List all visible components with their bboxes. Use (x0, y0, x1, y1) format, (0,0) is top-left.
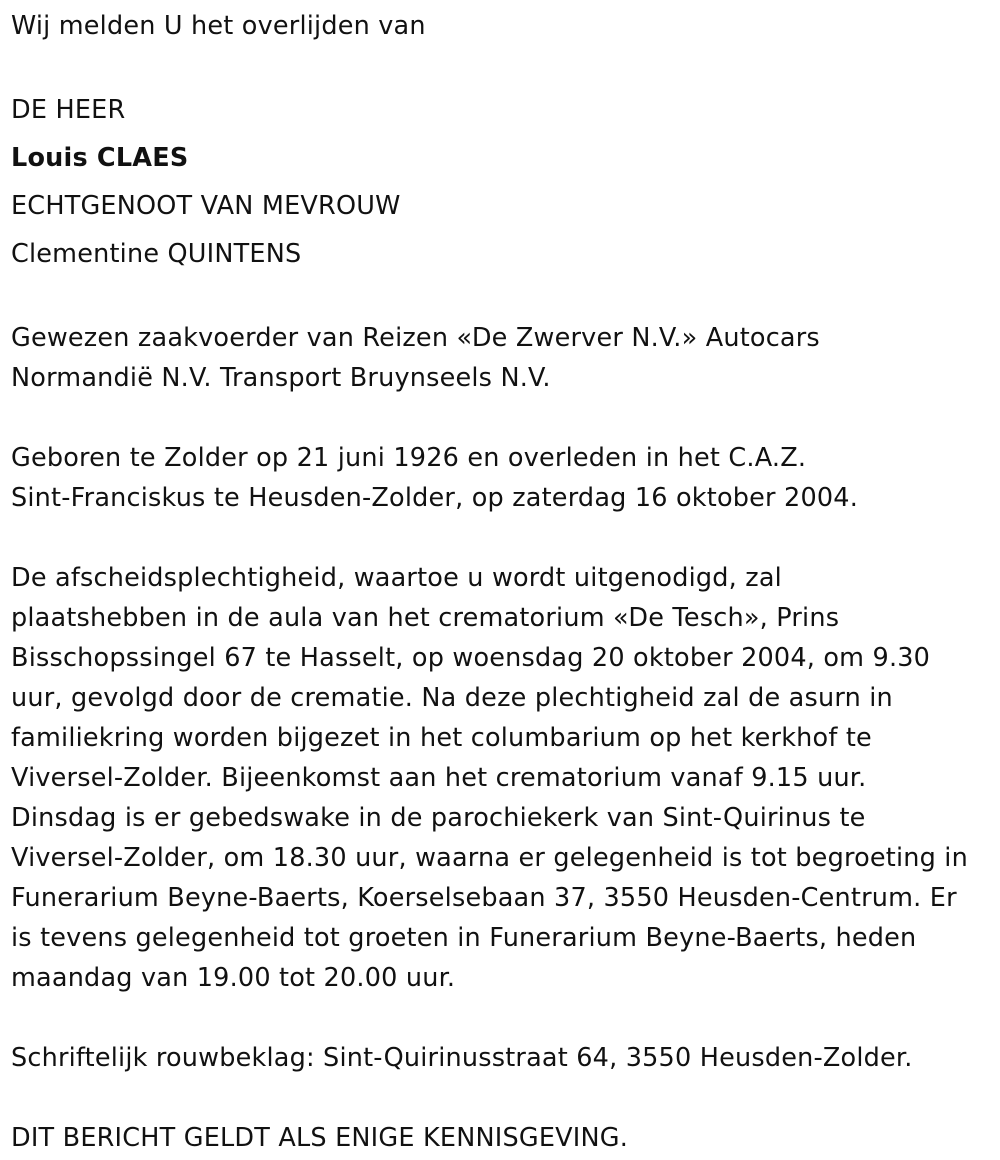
spacer (11, 518, 989, 558)
spacer (11, 46, 989, 86)
deceased-name: Louis CLAES (11, 143, 189, 173)
spacer (11, 398, 989, 438)
death-notice (11, 6, 989, 1158)
birth-death-paragraph (11, 438, 989, 518)
ceremony-line: maandag van 19.00 tot 20.00 uur. (11, 963, 456, 993)
spacer (11, 278, 989, 318)
ceremony-line: Viversel-Zolder. Bijeenkomst aan het crematorium vanaf 9.15 uur. (11, 763, 867, 793)
ceremony-line: plaatshebben in de aula van het crematorium «De Tesch», Prins (11, 603, 840, 633)
career-line: Normandië N.V. Transport Bruynseels N.V. (11, 363, 551, 393)
condolences-line: Schriftelijk rouwbeklag: Sint-Quirinusstraat 64, 3550 Heusden-Zolder. (11, 1043, 913, 1073)
ceremony-line: is tevens gelegenheid tot groeten in Funerarium Beyne-Baerts, heden (11, 923, 917, 953)
spacer (11, 998, 989, 1038)
birth-death-line: Geboren te Zolder op 21 juni 1926 en overleden in het C.A.Z. (11, 443, 807, 473)
intro-line: Wij melden U het overlijden van (11, 11, 426, 41)
title-line: DE HEER (11, 95, 126, 125)
ceremony-paragraph (11, 558, 989, 998)
spouse-name: Clementine QUINTENS (11, 239, 302, 269)
ceremony-line: uur, gevolgd door de crematie. Na deze plechtigheid zal de asurn in (11, 683, 893, 713)
ceremony-line: Dinsdag is er gebedswake in de parochiekerk van Sint-Quirinus te (11, 803, 866, 833)
ceremony-line: Funerarium Beyne-Baerts, Koerselsebaan 37, 3550 Heusden-Centrum. Er (11, 883, 957, 913)
birth-death-line: Sint-Franciskus te Heusden-Zolder, op zaterdag 16 oktober 2004. (11, 483, 859, 513)
ceremony-line: De afscheidsplechtigheid, waartoe u wordt uitgenodigd, zal (11, 563, 782, 593)
ceremony-line: familiekring worden bijgezet in het columbarium op het kerkhof te (11, 723, 872, 753)
spacer (11, 1078, 989, 1118)
career-line: Gewezen zaakvoerder van Reizen «De Zwerver N.V.» Autocars (11, 323, 820, 353)
career-paragraph (11, 318, 989, 398)
closing-line: DIT BERICHT GELDT ALS ENIGE KENNISGEVING. (11, 1123, 629, 1153)
ceremony-line: Bisschopssingel 67 te Hasselt, op woensdag 20 oktober 2004, om 9.30 (11, 643, 931, 673)
spouse-label: ECHTGENOOT VAN MEVROUW (11, 191, 401, 221)
ceremony-line: Viversel-Zolder, om 18.30 uur, waarna er gelegenheid is tot begroeting in (11, 843, 968, 873)
deceased-block (11, 86, 989, 278)
